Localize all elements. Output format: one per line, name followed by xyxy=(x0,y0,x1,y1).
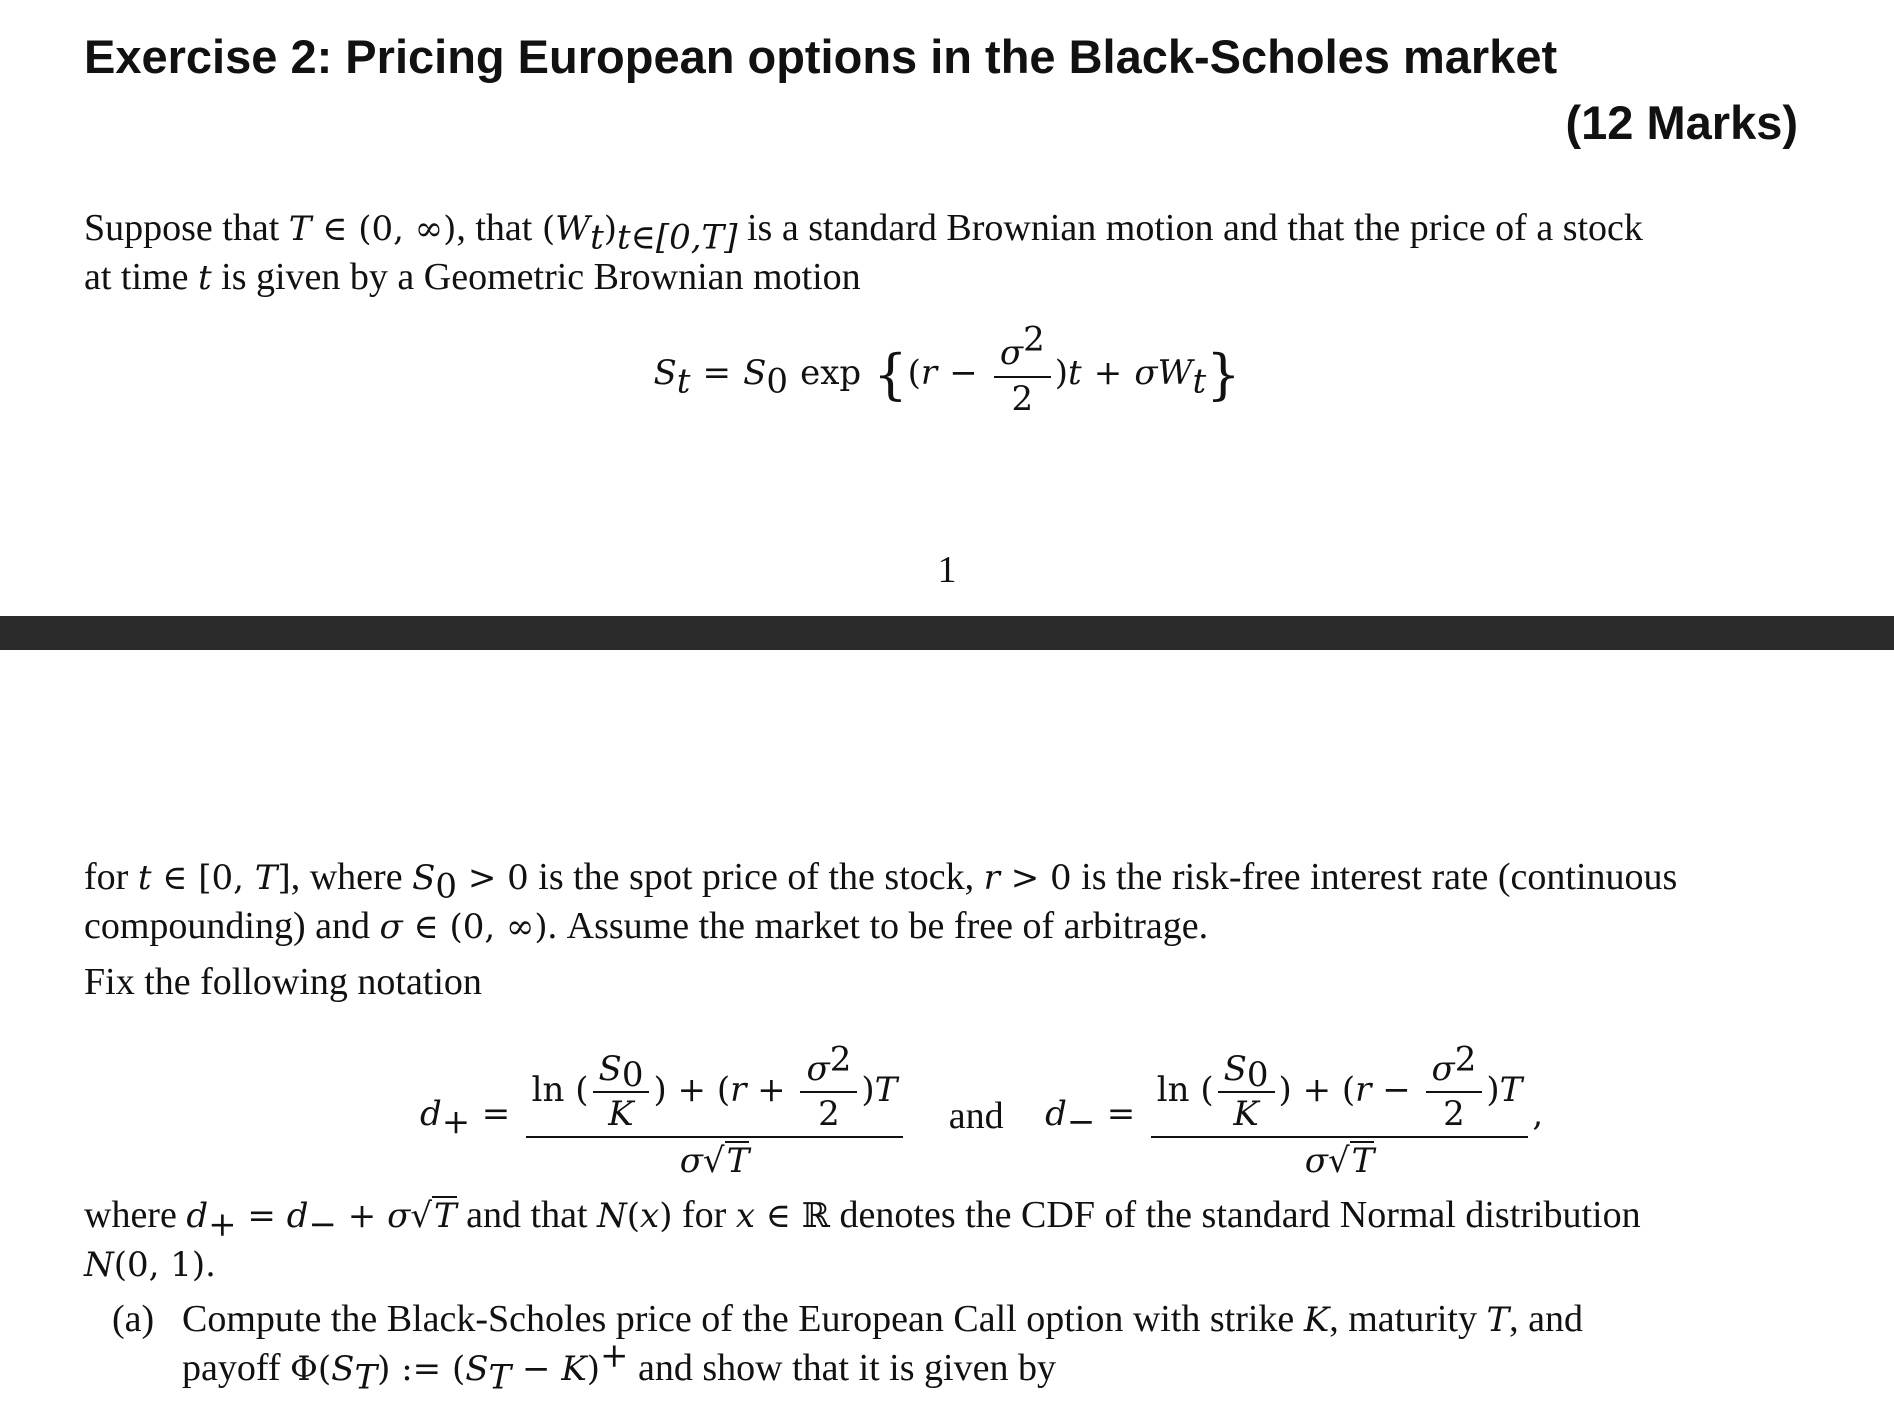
and-word: and xyxy=(948,1094,1004,1137)
d-plus-definition: $d_+$ = ln ( $\frac{S_0}{K}$ ) + (r + $\frac{\sigma^2}{2}$ )T σ√T xyxy=(420,1050,907,1182)
body-text: , maturity xyxy=(1329,1298,1487,1340)
body-text: payoff xyxy=(182,1347,290,1389)
page-1 xyxy=(0,0,1894,616)
intro-line-1: Suppose that T ∈ (0, ∞), that $(W_t)_{t\in[0,T]}$ is a standard Brownian motion and that the price of a stock xyxy=(84,207,1643,258)
where-line-2: N(0, 1). xyxy=(84,1245,216,1285)
intro-line-2: at time t is given by a Geometric Brownian motion xyxy=(84,256,861,298)
page-2 xyxy=(0,650,1894,1406)
para1-line-2: compounding) and σ ∈ (0, ∞). Assume the market to be free of arbitrage. xyxy=(84,905,1209,947)
page-number: 1 xyxy=(937,549,957,591)
body-text: compounding) and xyxy=(84,905,380,947)
item-a-line-2: payoff $\Phi(S_T)$ := $(S_T - K)^+$ and show that it is given by xyxy=(182,1335,1056,1398)
intro-text: at time xyxy=(84,256,198,298)
body-text: where xyxy=(84,1194,187,1236)
where-line-1: where $d_+ = d_- + \sigma√T$ and that N(x) for x ∈ ℝ denotes the CDF of the standard Normal distribution xyxy=(84,1194,1641,1245)
para1-line-1: for t ∈ [0, T], where $S_0 > 0$ is the spot price of the stock, r > 0 is the risk-free interest rate (continuous xyxy=(84,856,1678,907)
body-text: . Assume the market to be free of arbitrage. xyxy=(547,905,1209,947)
intro-text: is a standard Brownian motion and that the price of a stock xyxy=(737,207,1643,249)
marks-label: (12 Marks) xyxy=(1565,96,1798,149)
item-a-label: (a) xyxy=(112,1298,155,1340)
body-text: is the spot price of the stock, xyxy=(528,856,984,898)
item-a-line-1: (a) Compute the Black-Scholes price of the European Call option with strike K, maturity T, and xyxy=(112,1295,1802,1345)
d-minus-definition: $d_-$ = ln ( $\frac{S_0}{K}$ ) + (r − $\frac{\sigma^2}{2}$ )T σ√T , xyxy=(1045,1039,1544,1182)
body-text: and show that it is given by xyxy=(628,1347,1056,1389)
intro-text: is given by a Geometric Brownian motion xyxy=(211,256,861,298)
body-text: , and xyxy=(1509,1298,1584,1340)
body-text: for xyxy=(672,1194,736,1236)
page-separator xyxy=(0,616,1894,650)
body-text: for xyxy=(84,856,138,898)
body-text: Compute the Black-Scholes price of the European Call option with strike xyxy=(182,1298,1304,1340)
body-text: denotes the CDF of the standard Normal distribution xyxy=(830,1194,1641,1236)
d-plus-d-minus-definitions xyxy=(420,1039,1544,1182)
exercise-heading: Exercise 2: Pricing European options in the Black-Scholes market xyxy=(84,30,1558,83)
sigma-squared-over-2: $\frac{\sigma^2}{2}$ xyxy=(994,330,1051,419)
body-text: and that xyxy=(456,1194,598,1236)
body-text: is the risk-free interest rate (continuous xyxy=(1071,856,1678,898)
gbm-equation: $S_t = S_0$ exp {(r − $\frac{\sigma^2}{2}$ )$t + \sigma W_t$} xyxy=(653,319,1241,419)
para2: Fix the following notation xyxy=(84,961,482,1003)
math-T-interval: T xyxy=(288,209,312,249)
body-text: , where xyxy=(290,856,413,898)
intro-text: Suppose that xyxy=(84,207,289,249)
